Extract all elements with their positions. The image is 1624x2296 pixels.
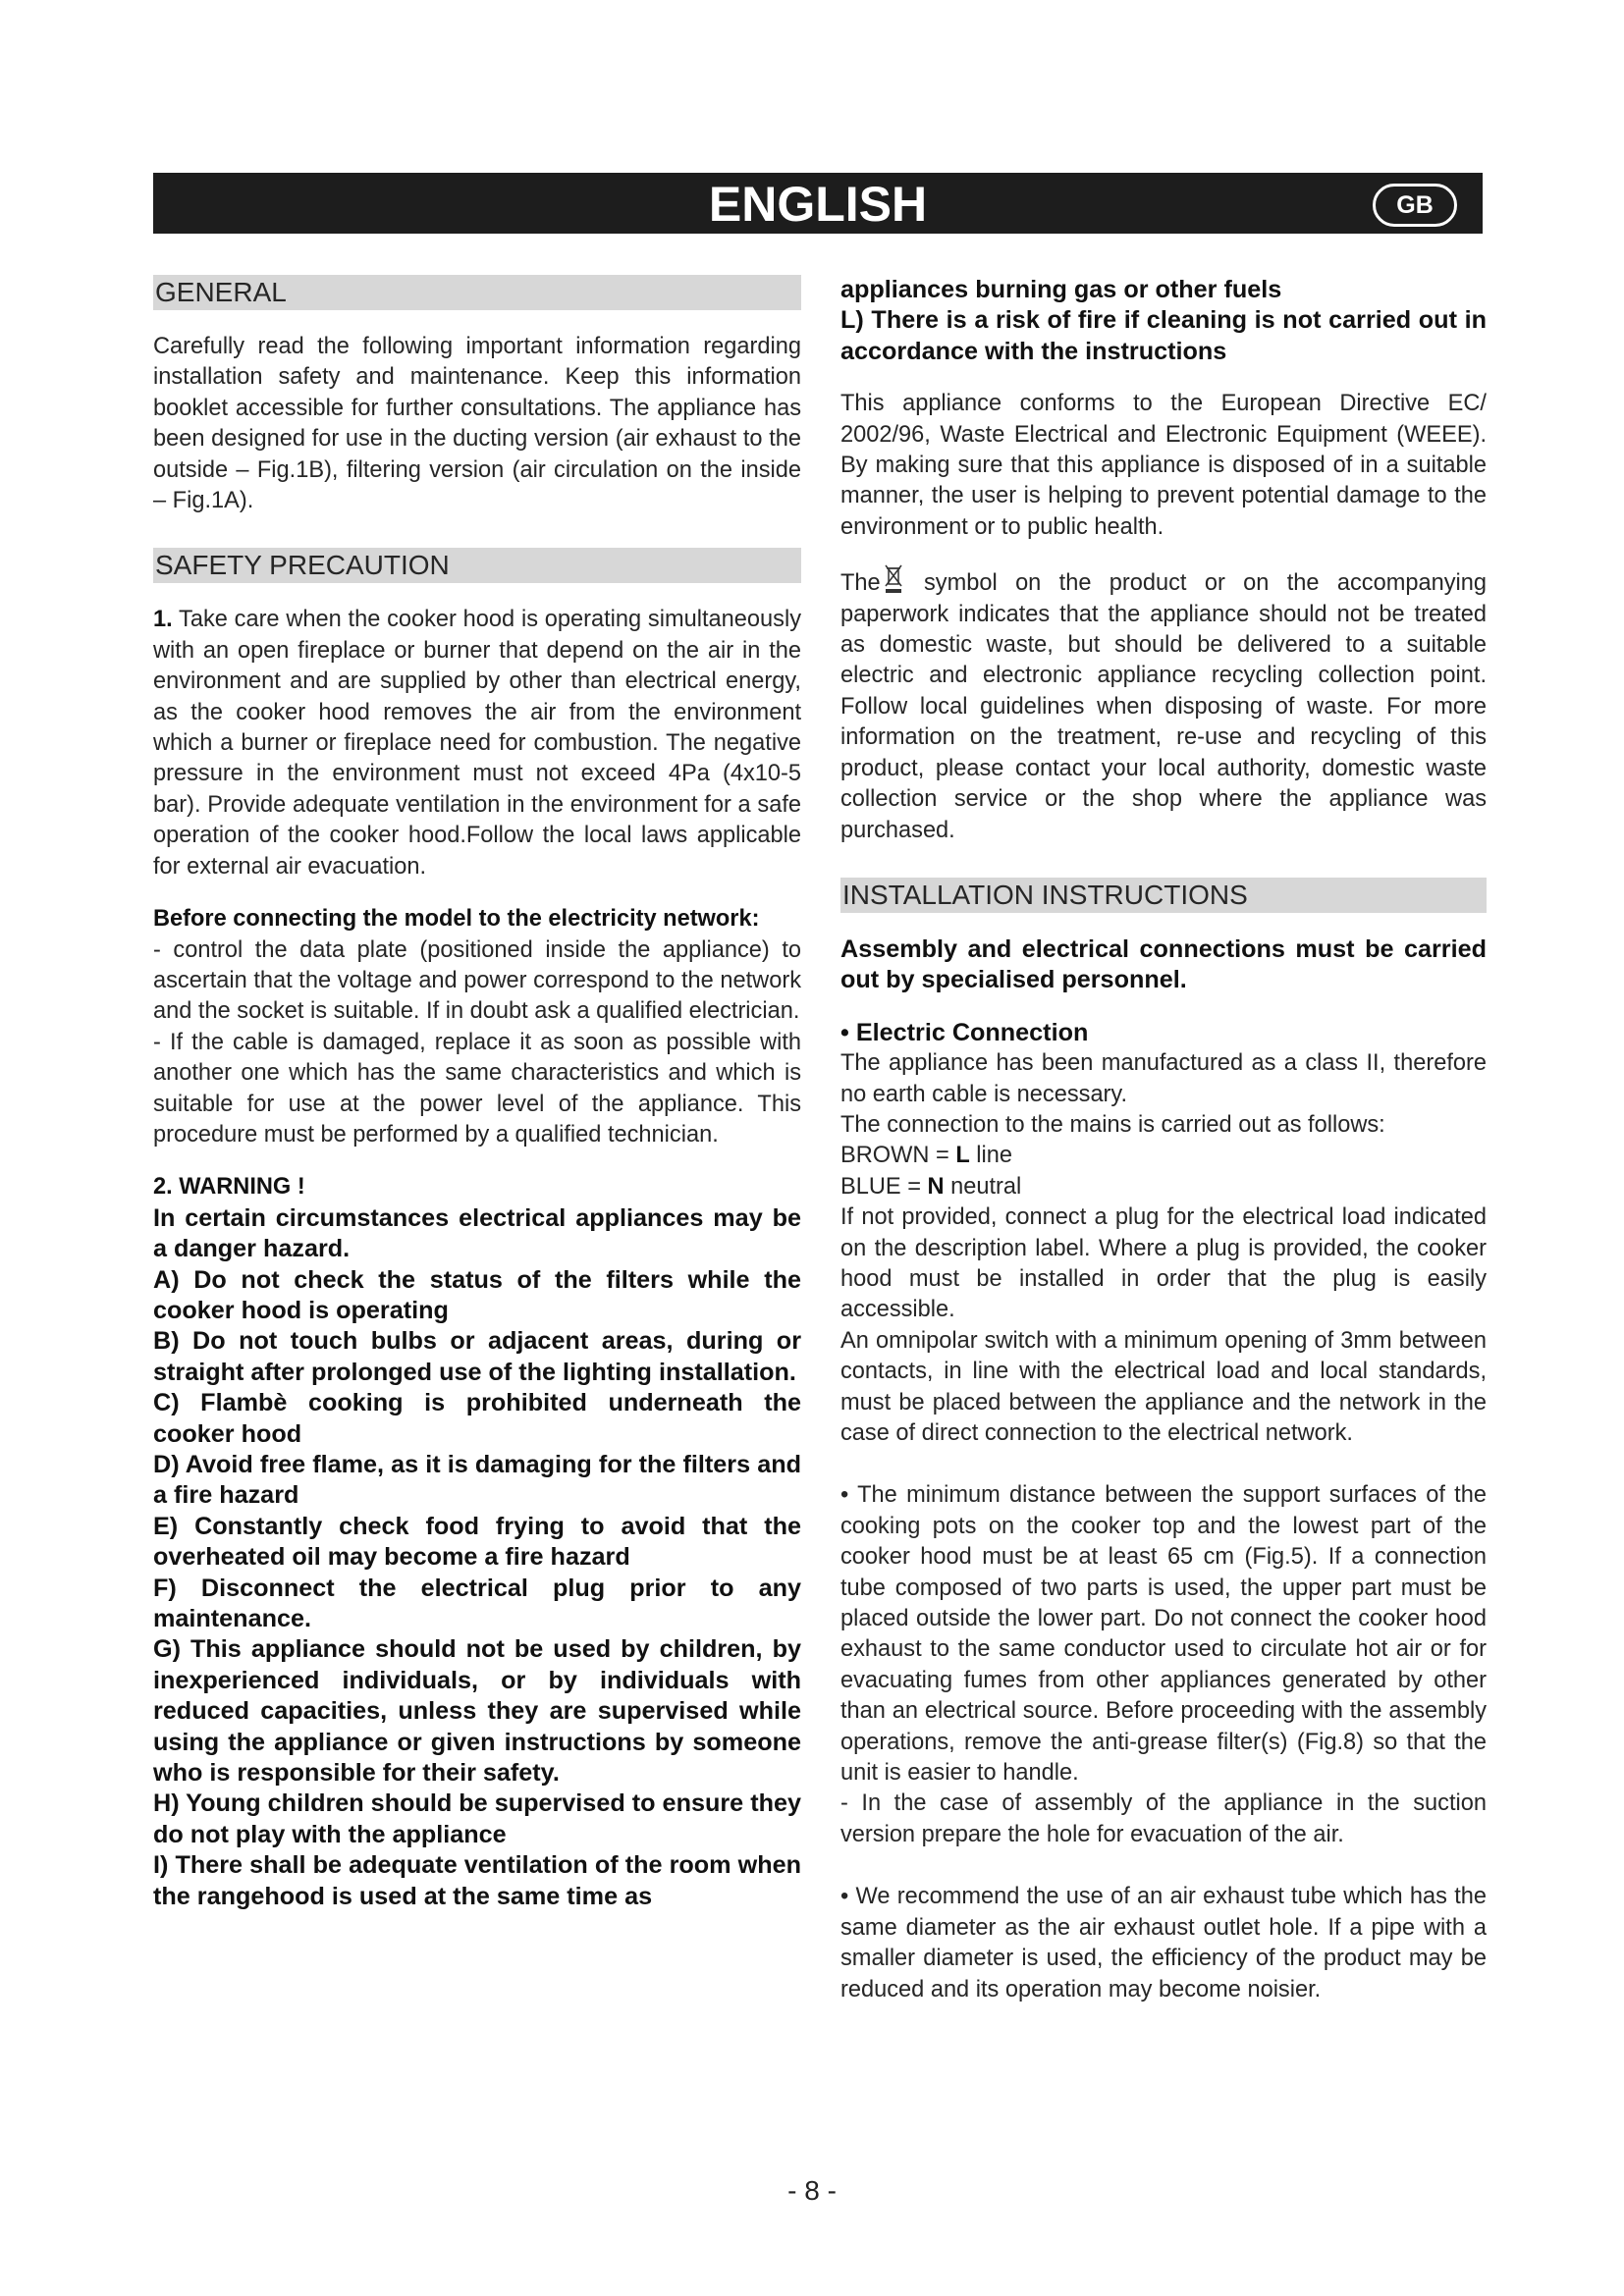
brown-desc: line <box>969 1143 1013 1169</box>
omnipolar-switch-text: An omnipolar switch with a minimum opening of 3mm between contacts, in line with the electrical load and local standards, must be placed between the appliance and the network in the case of direct connection to the electrical network. <box>840 1327 1487 1446</box>
weee-symbol-text-post: symbol on the product or on the accompanying paperwork indicates that the appliance should not be treated as domestic waste, but should be delivered to a suitable electric and electronic appliance recycling collection point. Follow local guidelines when disposing of waste. For more information on the treatment, re-use and recycling of this product, please contact your local authority, domestic waste collection service or the shop where the appliance was purchased. <box>840 570 1487 843</box>
weee-directive-text: This appliance conforms to the European Directive EC/ 2002/96, Waste Electrical and Electronic Equipment (WEEE). By making sure that this appliance is disposed of in a suitable manner, the user is helping to prevent potential damage to the environment or to public health. <box>840 391 1487 540</box>
before-connecting-item-1: - control the data plate (positioned inside the appliance) to ascertain that the voltage and power correspond to the network and the socket is suitable. If in doubt ask a qualified electrician. <box>153 936 801 1025</box>
warning-item-continued: appliances burning gas or other fuels <box>840 276 1282 303</box>
language-banner <box>153 173 1483 234</box>
right-column <box>840 275 1487 2005</box>
weee-symbol-text-pre: The <box>840 570 881 597</box>
before-connecting-heading: Before connecting the model to the electricity network: <box>153 906 760 933</box>
warning-item: I) There shall be adequate ventilation of the room when the rangehood is used at the same time as <box>153 1851 801 1910</box>
country-badge: GB <box>1373 184 1457 227</box>
electric-class-text: The appliance has been manufactured as a class II, therefore no earth cable is necessary. <box>840 1050 1487 1107</box>
brown-wire-line <box>840 1141 1487 1171</box>
weee-symbol-text <box>840 564 1487 846</box>
blue-label: BLUE = <box>840 1173 928 1200</box>
safety-point-1-text: Take care when the cooker hood is operating simultaneously with an open fireplace or burner that depend on the air in the environment and are supplied by other than electrical energy, as the cooker hood removes the air from the environment which a burner or fireplace need for combustion. The negative pressure in the environment must not exceed 4Pa (4x10-5 bar). Provide adequate ventilation in the environment for a safe operation of the cooker hood.Follow the local laws applicable for external air evacuation. <box>153 607 801 880</box>
warning-item: C) Flambè cooking is prohibited underneath the cooker hood <box>153 1389 801 1448</box>
warning-item: H) Young children should be supervised to ensure they do not play with the appliance <box>153 1789 801 1848</box>
warning-item: D) Avoid free flame, as it is damaging for the filters and a fire hazard <box>153 1451 801 1510</box>
electric-mains-text: The connection to the mains is carried out as follows: <box>840 1111 1385 1138</box>
brown-letter: L <box>955 1143 970 1169</box>
exhaust-tube-text: • We recommend the use of an air exhaust tube which has the same diameter as the air exhaust outlet hole. If a pipe with a smaller diameter is used, the efficiency of the product may be reduced and its operation may become noisier. <box>840 1884 1487 2002</box>
language-title: ENGLISH <box>708 177 928 232</box>
warning-item: G) This appliance should not be used by children, by inexperienced individuals, or by individuals with reduced capacities, unless they are supervised while using the appliance or given instructions by someone who is responsible for their safety. <box>153 1635 801 1788</box>
brown-label: BROWN = <box>840 1143 956 1169</box>
general-heading: GENERAL <box>153 275 801 310</box>
minimum-distance-text: • The minimum distance between the support surfaces of the cooking pots on the cooker top and the lowest part of the cooker hood must be at least 65 cm (Fig.5). If a connection tube composed of two parts is used, the upper part must be placed outside the lower part. Do not connect the cooker hood exhaust to the same conductor used to circulate hot air or for evacuating fumes from other appliances generated by other than an electrical source. Before proceeding with the assembly operations, remove the anti-grease filter(s) (Fig.8) so that the unit is easier to handle. <box>840 1482 1487 1787</box>
left-column <box>153 275 801 1912</box>
warning-item: E) Constantly check food frying to avoid that the overheated oil may become a fire hazard <box>153 1512 801 1572</box>
warning-item: F) Disconnect the electrical plug prior to any maintenance. <box>153 1574 801 1633</box>
general-text: Carefully read the following important information regarding installation safety and maintenance. Keep this information booklet accessible for further consultations. The appliance has been designed for use in the ducting version (air exhaust to the outside – Fig.1B), filtering version (air circulation on the inside – Fig.1A). <box>153 334 801 514</box>
electric-connection-heading: • Electric Connection <box>840 1018 1089 1046</box>
before-connecting-item-2: - If the cable is damaged, replace it as soon as possible with another one which has the same characteristics and which is suitable for use at the power level of the appliance. This procedure must be performed by a qualified technician. <box>153 1029 801 1148</box>
plug-text: If not provided, connect a plug for the electrical load indicated on the description label. Where a plug is provided, the cooker hood must be installed in order that the plug is easily accessible. <box>840 1204 1487 1323</box>
safety-point-1 <box>153 605 801 882</box>
page-number: - 8 - <box>787 2175 837 2206</box>
blue-letter: N <box>927 1173 945 1200</box>
blue-wire-line <box>840 1172 1487 1202</box>
installation-intro: Assembly and electrical connections must be carried out by specialised personnel. <box>840 934 1487 994</box>
suction-version-text: - In the case of assembly of the appliance in the suction version prepare the hole for evacuation of the air. <box>840 1790 1487 1847</box>
safety-point-1-number: 1. <box>153 607 173 633</box>
warning-heading: 2. WARNING ! <box>153 1174 305 1201</box>
warning-item: L) There is a risk of fire if cleaning is not carried out in accordance with the instructions <box>840 306 1487 365</box>
warning-item: B) Do not touch bulbs or adjacent areas, during or straight after prolonged use of the lighting installation. <box>153 1327 801 1386</box>
blue-desc: neutral <box>944 1173 1022 1200</box>
warning-intro: In certain circumstances electrical appliances may be a danger hazard. <box>153 1203 801 1263</box>
crossed-out-bin-icon <box>884 564 903 594</box>
warning-item: A) Do not check the status of the filters while the cooker hood is operating <box>153 1265 801 1324</box>
installation-heading: INSTALLATION INSTRUCTIONS <box>840 878 1487 913</box>
safety-heading: SAFETY PRECAUTION <box>153 548 801 583</box>
